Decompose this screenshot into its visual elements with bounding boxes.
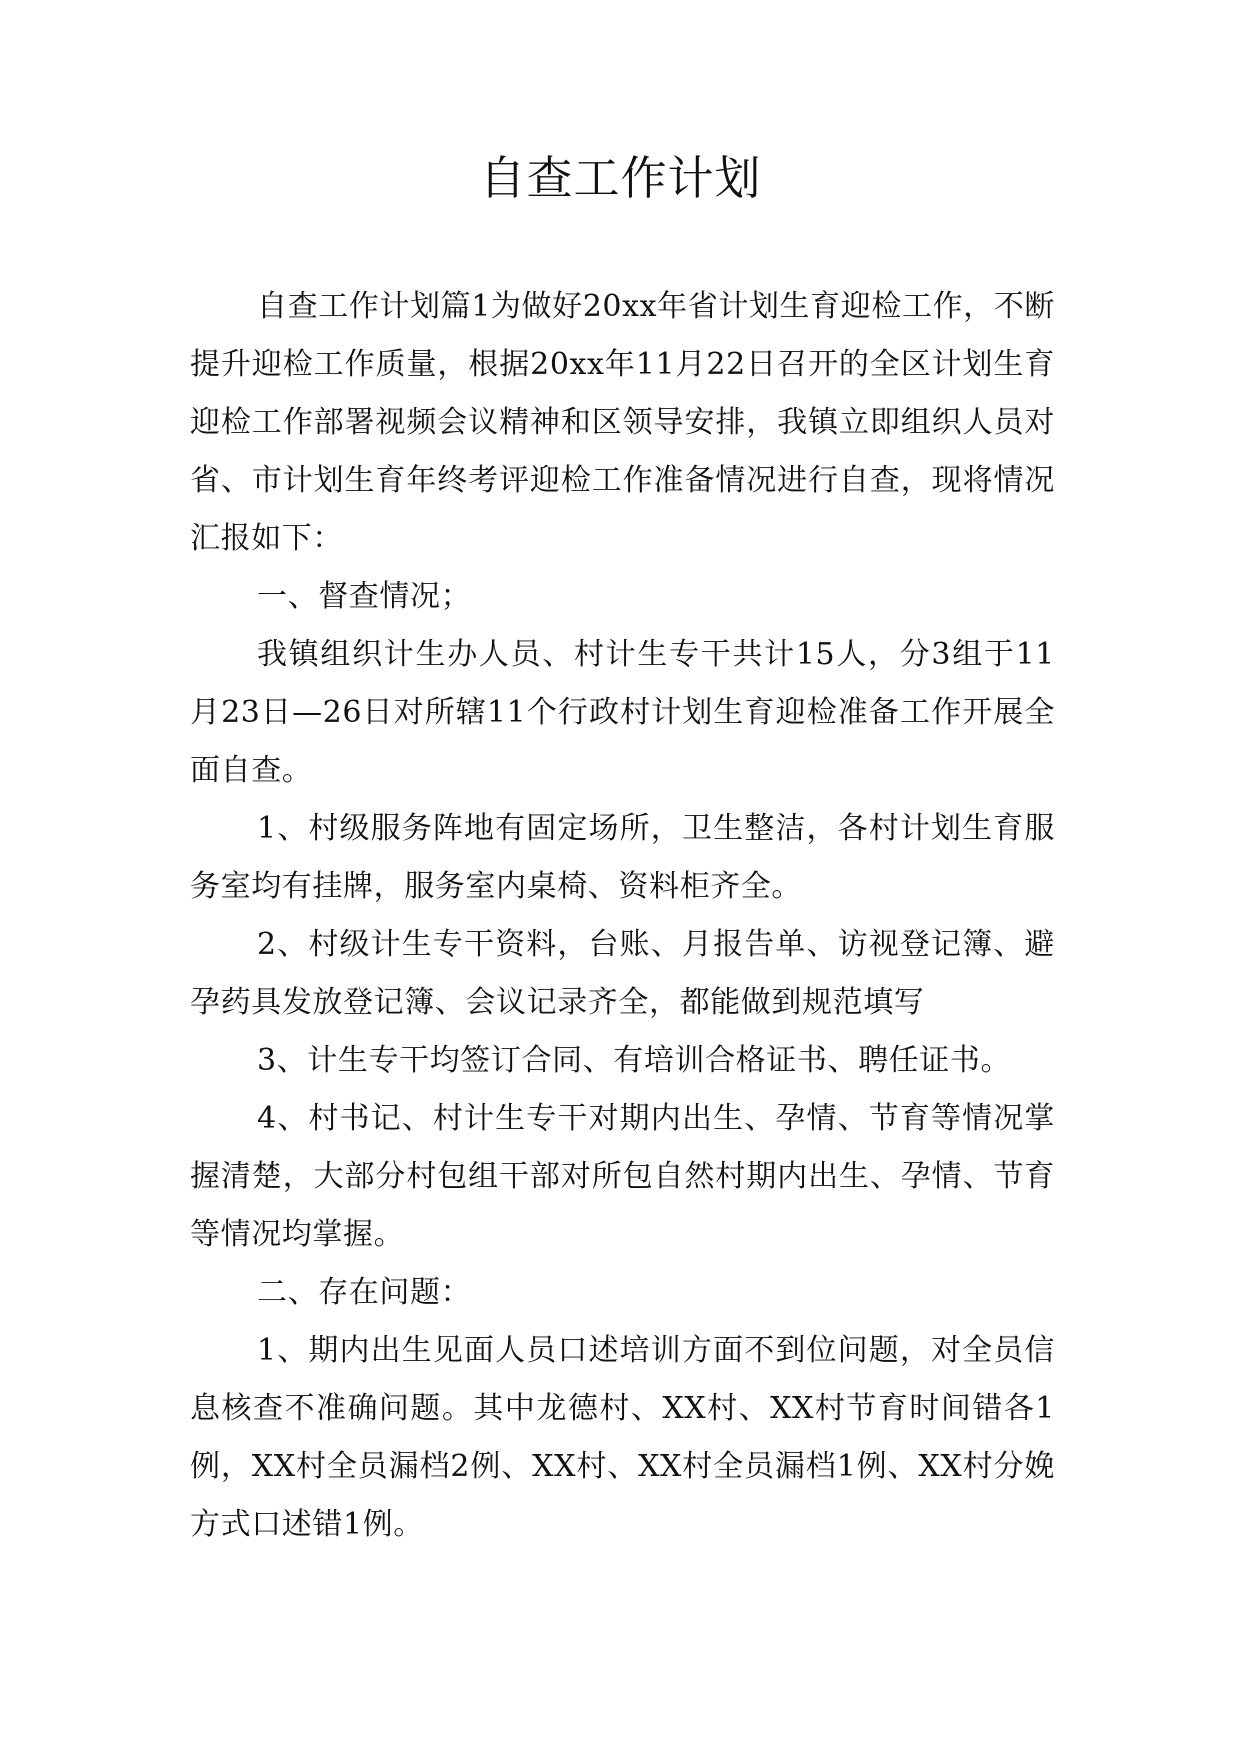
list-item-3: 3、计生专干均签订合同、有培训合格证书、聘任证书。 xyxy=(257,1043,1012,1078)
document-body xyxy=(190,278,1055,1554)
list-item-1: 1、村级服务阵地有固定场所，卫生整洁，各村计划生育服务室均有挂牌，服务室内桌椅、资料柜齐全。 xyxy=(190,811,1055,904)
list-item-2: 2、村级计生专干资料，台账、月报告单、访视登记簿、避孕药具发放登记簿、会议记录齐全，都能做到规范填写 xyxy=(190,927,1055,1020)
problem-item-1: 1、期内出生见面人员口述培训方面不到位问题，对全员信息核查不准确问题。其中龙德村、XX村、XX村节育时间错各1例，XX村全员漏档2例、XX村、XX村全员漏档1例、XX村分娩方式口述错1例。 xyxy=(190,1333,1055,1542)
list-item-4: 4、村书记、村计生专干对期内出生、孕情、节育等情况掌握清楚，大部分村包组干部对所包自然村期内出生、孕情、节育等情况均掌握。 xyxy=(190,1101,1055,1252)
paragraph-intro: 自查工作计划篇1为做好20xx年省计划生育迎检工作，不断提升迎检工作质量，根据20xx年11月22日召开的全区计划生育迎检工作部署视频会议精神和区领导安排，我镇立即组织人员对省、市计划生育年终考评迎检工作准备情况进行自查，现将情况汇报如下： xyxy=(190,289,1055,556)
page-title: 自查工作计划 xyxy=(479,151,762,205)
section-heading-inspection: 一、督查情况； xyxy=(257,579,472,614)
section-heading-problems: 二、存在问题： xyxy=(257,1275,472,1310)
paragraph-inspection: 我镇组织计生办人员、村计生专干共计15人，分3组于11月23日—26日对所辖11个行政村计划生育迎检准备工作开展全面自查。 xyxy=(190,637,1055,788)
